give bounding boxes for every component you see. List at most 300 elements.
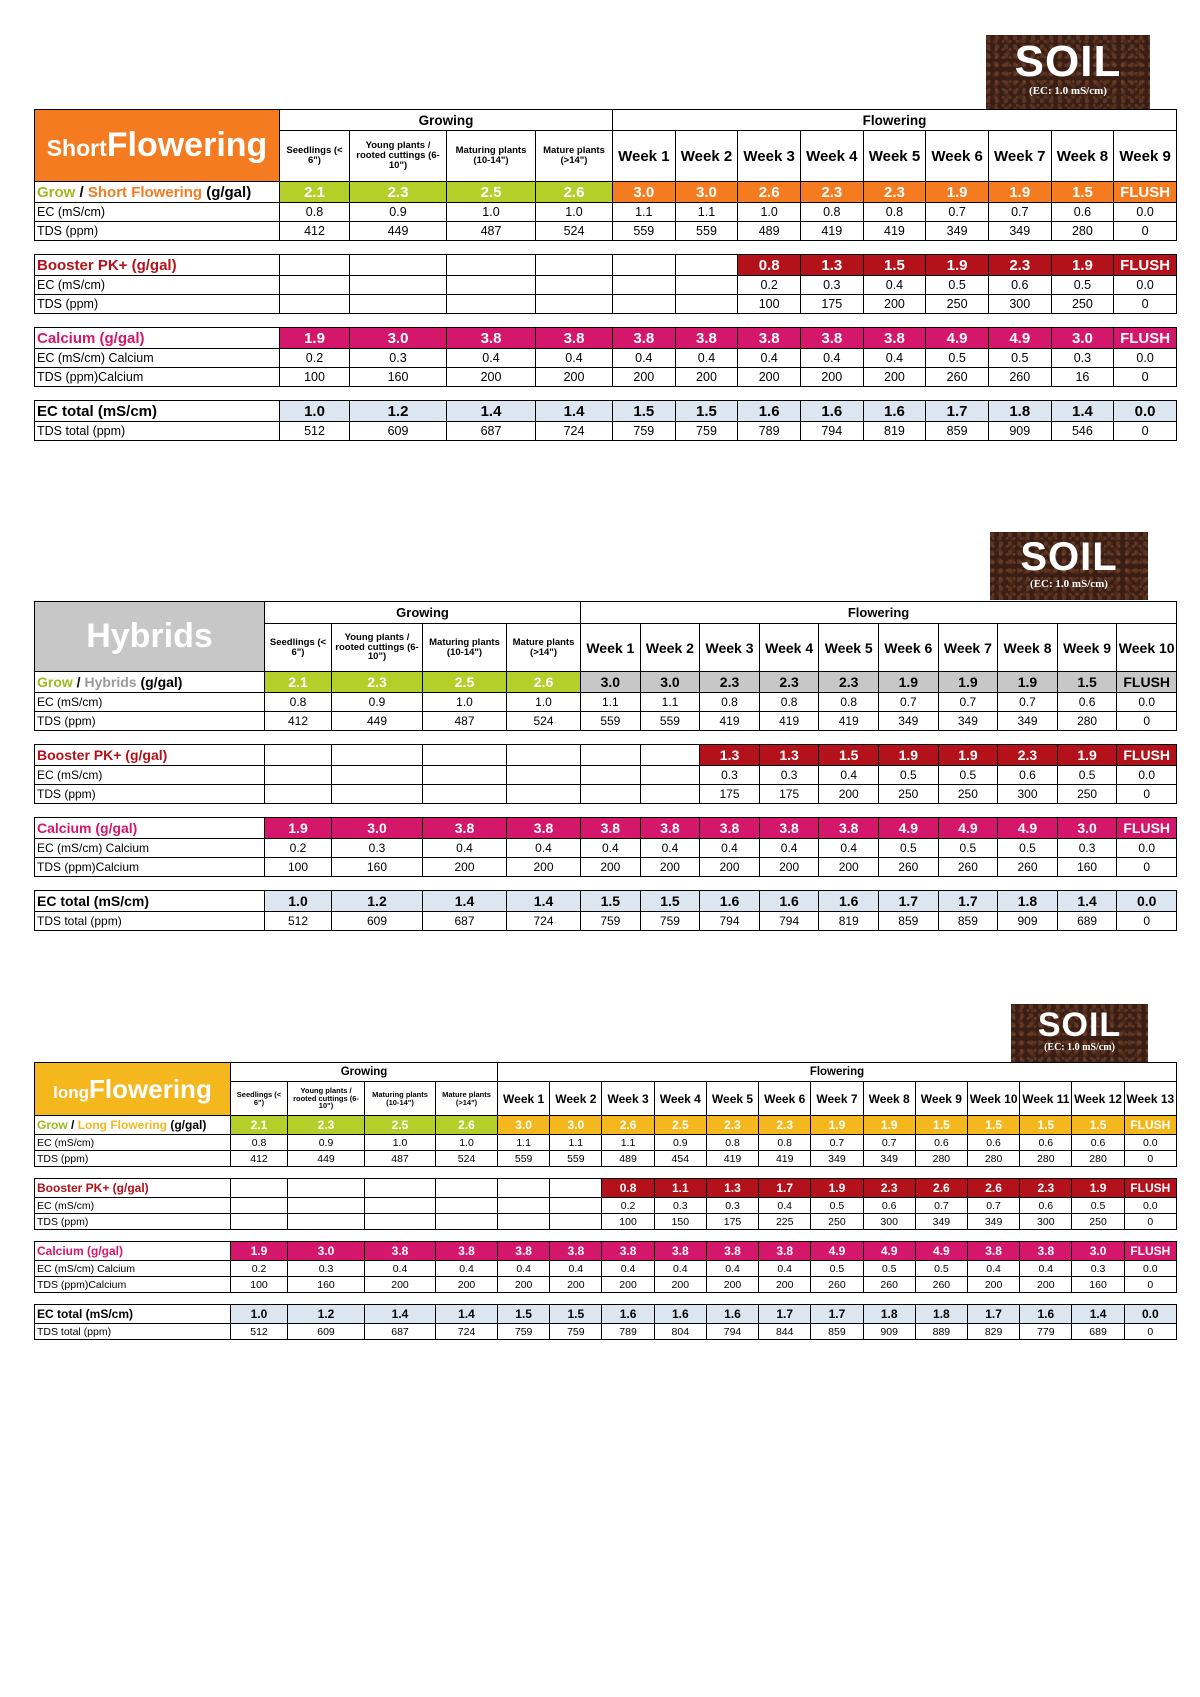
- table-cell: 0.4: [436, 1261, 498, 1277]
- table-cell: [436, 1214, 498, 1230]
- row-label: [35, 295, 280, 314]
- table-cell: 0.5: [863, 1261, 915, 1277]
- table-cell: 250: [1072, 1214, 1124, 1230]
- table-cell: 779: [1020, 1324, 1072, 1340]
- table-cell: 200: [863, 368, 926, 387]
- table-cell: [675, 276, 738, 295]
- table-cell: 0: [1117, 785, 1177, 804]
- table-cell: 859: [811, 1324, 863, 1340]
- week-header: Week 7: [988, 131, 1051, 182]
- table-cell: 0.0: [1124, 1305, 1176, 1324]
- table-cell: 1.9: [998, 672, 1058, 693]
- table-cell: 829: [967, 1324, 1019, 1340]
- row-label-text: EC (mS/cm): [37, 278, 106, 292]
- table-cell: 2.3: [759, 1116, 811, 1135]
- table-cell: 0.4: [863, 349, 926, 368]
- table-cell: 0.0: [1117, 891, 1177, 912]
- table-cell: 3.8: [967, 1242, 1019, 1261]
- table-cell: 200: [759, 1277, 811, 1293]
- table-cell: [350, 295, 447, 314]
- soil-badge-word: SOIL: [1037, 1006, 1122, 1044]
- table-cell: 1.4: [1057, 891, 1117, 912]
- table-cell: 1.0: [507, 693, 581, 712]
- table-cell: 1.9: [938, 745, 998, 766]
- table-cell: [640, 785, 700, 804]
- table-cell: 0.8: [265, 693, 332, 712]
- table-cell: 559: [550, 1151, 602, 1167]
- table-cell: 3.8: [550, 1242, 602, 1261]
- table-cell: 150: [654, 1214, 706, 1230]
- booster-ec-row: [35, 276, 1177, 295]
- table-cell: 0.9: [654, 1135, 706, 1151]
- booster-row: [35, 1179, 1177, 1198]
- row-label: [35, 1261, 231, 1277]
- table-cell: [498, 1214, 550, 1230]
- table-cell: 0.4: [602, 1261, 654, 1277]
- table-cell: 0.0: [1114, 401, 1177, 422]
- stage-header: Young plants / rooted cuttings (6-10"): [332, 624, 423, 672]
- table-cell: 2.5: [423, 672, 507, 693]
- table-cell: 1.1: [581, 693, 641, 712]
- table-cell: [423, 766, 507, 785]
- row-label-text: EC total (mS/cm): [37, 402, 158, 420]
- week-header: Week 5: [819, 624, 879, 672]
- table-cell: 0.4: [613, 349, 676, 368]
- table-cell: 0.4: [819, 839, 879, 858]
- table-cell: 1.5: [550, 1305, 602, 1324]
- table-cell: 1.5: [819, 745, 879, 766]
- table-cell: 0: [1117, 712, 1177, 731]
- table-cell: [640, 766, 700, 785]
- spacer-row: [35, 1230, 1177, 1242]
- row-label-text: TDS (ppm): [37, 1152, 89, 1165]
- calcium-tds-row: [35, 368, 1177, 387]
- table-cell: 175: [700, 785, 760, 804]
- row-label: [35, 912, 265, 931]
- table-cell: 794: [759, 912, 819, 931]
- table-cell: 3.8: [365, 1242, 436, 1261]
- table-cell: 0.5: [988, 349, 1051, 368]
- week-header: Week 13: [1124, 1082, 1176, 1116]
- table-cell: 0.5: [938, 839, 998, 858]
- table-cell: 1.8: [988, 401, 1051, 422]
- table-cell: 0.9: [288, 1135, 365, 1151]
- table-cell: 100: [602, 1214, 654, 1230]
- table-cell: [231, 1198, 288, 1214]
- row-label-text: EC total (mS/cm): [37, 893, 150, 909]
- table-cell: 0.8: [602, 1179, 654, 1198]
- week-header: Week 6: [926, 131, 989, 182]
- table-cell: 2.6: [738, 182, 801, 203]
- table-cell: 100: [280, 368, 350, 387]
- ec-total-row: [35, 401, 1177, 422]
- table-cell: 0.7: [926, 203, 989, 222]
- soil-badge-sub: (EC: 1.0 mS/cm): [1029, 85, 1107, 97]
- table-cell: 1.5: [640, 891, 700, 912]
- table-cell: 449: [288, 1151, 365, 1167]
- row-label-text: Calcium (g/gal): [37, 820, 138, 836]
- table-cell: 3.0: [498, 1116, 550, 1135]
- table-cell: 349: [938, 712, 998, 731]
- week-header: Week 7: [811, 1082, 863, 1116]
- table-cell: 2.5: [365, 1116, 436, 1135]
- table-cell: 100: [265, 858, 332, 877]
- table-cell: 1.5: [1072, 1116, 1124, 1135]
- table-cell: FLUSH: [1124, 1116, 1176, 1135]
- stage-header: Young plants / rooted cuttings (6-10"): [288, 1082, 365, 1116]
- table-cell: 0.0: [1124, 1261, 1176, 1277]
- table-cell: 2.3: [863, 182, 926, 203]
- row-label-text: TDS total (ppm): [37, 1325, 112, 1338]
- table-cell: [550, 1214, 602, 1230]
- table-cell: 0.5: [811, 1261, 863, 1277]
- soil-badge-sub: (EC: 1.0 mS/cm): [1030, 578, 1108, 590]
- table-cell: 2.3: [700, 672, 760, 693]
- table-cell: 1.6: [700, 891, 760, 912]
- table-cell: 175: [706, 1214, 758, 1230]
- spacer-row: [35, 387, 1177, 401]
- table-cell: 689: [1057, 912, 1117, 931]
- table-cell: 3.0: [640, 672, 700, 693]
- table-cell: 0.7: [998, 693, 1058, 712]
- table-cell: 1.4: [447, 401, 536, 422]
- table-cell: 0.9: [350, 203, 447, 222]
- booster-row: [35, 255, 1177, 276]
- row-label-text: TDS (ppm): [37, 787, 96, 801]
- table-cell: 0.3: [700, 766, 760, 785]
- table-cell: 1.1: [675, 203, 738, 222]
- soil-badge: [986, 35, 1150, 109]
- table-cell: 250: [811, 1214, 863, 1230]
- row-label: [35, 785, 265, 804]
- row-label-text: Booster PK+ (g/gal): [37, 1181, 149, 1195]
- table-cell: 0: [1114, 422, 1177, 441]
- table-cell: 280: [1020, 1151, 1072, 1167]
- table-cell: 0.4: [675, 349, 738, 368]
- table-cell: 0: [1114, 222, 1177, 241]
- table-cell: 419: [759, 1151, 811, 1167]
- table-cell: [280, 255, 350, 276]
- table-cell: 0.3: [706, 1198, 758, 1214]
- table-cell: 0.8: [759, 693, 819, 712]
- table-cell: 2.3: [863, 1179, 915, 1198]
- table-cell: 2.1: [231, 1116, 288, 1135]
- table-cell: 250: [879, 785, 939, 804]
- table-cell: 487: [447, 222, 536, 241]
- table-header-row: [35, 110, 1177, 131]
- table-cell: 1.5: [613, 401, 676, 422]
- table-cell: 1.7: [967, 1305, 1019, 1324]
- table-cell: 1.9: [926, 182, 989, 203]
- table-cell: 909: [863, 1324, 915, 1340]
- table-cell: FLUSH: [1114, 182, 1177, 203]
- table-cell: 1.7: [759, 1305, 811, 1324]
- table-cell: 0.5: [1057, 766, 1117, 785]
- table-cell: 4.9: [988, 328, 1051, 349]
- row-label: [35, 401, 280, 422]
- table-cell: 0.4: [738, 349, 801, 368]
- table-cell: [507, 745, 581, 766]
- table-cell: 0.0: [1124, 1198, 1176, 1214]
- table-cell: 0.5: [915, 1261, 967, 1277]
- table-cell: 4.9: [811, 1242, 863, 1261]
- table-cell: 0.8: [700, 693, 760, 712]
- table-cell: 0.2: [280, 349, 350, 368]
- table-cell: 3.0: [1051, 328, 1114, 349]
- table-cell: 512: [280, 422, 350, 441]
- week-header: Week 8: [1051, 131, 1114, 182]
- grow-label: Grow / Long Flowering (g/gal): [37, 1118, 207, 1132]
- table-cell: 1.9: [863, 1116, 915, 1135]
- grow-label: Grow / Hybrids (g/gal): [37, 674, 183, 690]
- table-cell: 3.8: [863, 328, 926, 349]
- table-cell: 200: [700, 858, 760, 877]
- table-cell: 3.8: [654, 1242, 706, 1261]
- table-cell: 0.4: [759, 1261, 811, 1277]
- table-cell: 0.6: [998, 766, 1058, 785]
- table-cell: 1.5: [1057, 672, 1117, 693]
- table-cell: 1.0: [365, 1135, 436, 1151]
- table-cell: 3.8: [447, 328, 536, 349]
- table-cell: 3.0: [332, 818, 423, 839]
- table-cell: 3.8: [1020, 1242, 1072, 1261]
- table-cell: 0.0: [1117, 766, 1177, 785]
- table-cell: 0.5: [1051, 276, 1114, 295]
- calcium-row: [35, 328, 1177, 349]
- table-cell: 0.4: [967, 1261, 1019, 1277]
- table-cell: 0.2: [738, 276, 801, 295]
- table-cell: 280: [1057, 712, 1117, 731]
- table-cell: 4.9: [879, 818, 939, 839]
- week-header: Week 2: [640, 624, 700, 672]
- table-cell: 1.5: [915, 1116, 967, 1135]
- row-label: [35, 839, 265, 858]
- row-label: [35, 255, 280, 276]
- table-cell: [265, 745, 332, 766]
- table-cell: 0.2: [265, 839, 332, 858]
- table-cell: 3.8: [602, 1242, 654, 1261]
- table-cell: [365, 1198, 436, 1214]
- table-cell: 160: [1072, 1277, 1124, 1293]
- stage-header: Young plants / rooted cuttings (6-10"): [350, 131, 447, 182]
- table-cell: 794: [706, 1324, 758, 1340]
- table-cell: 0.4: [423, 839, 507, 858]
- table-cell: 0.7: [915, 1198, 967, 1214]
- table-cell: 1.7: [938, 891, 998, 912]
- week-header: Week 2: [550, 1082, 602, 1116]
- row-label: [35, 1151, 231, 1167]
- table-cell: 1.6: [863, 401, 926, 422]
- table-cell: 200: [967, 1277, 1019, 1293]
- table-cell: 3.0: [581, 672, 641, 693]
- table-cell: 3.8: [498, 1242, 550, 1261]
- table-cell: 0.0: [1117, 693, 1177, 712]
- table-cell: 2.3: [819, 672, 879, 693]
- table-cell: 609: [350, 422, 447, 441]
- table-cell: 16: [1051, 368, 1114, 387]
- table-cell: [640, 745, 700, 766]
- table-cell: [613, 295, 676, 314]
- table-cell: 687: [423, 912, 507, 931]
- week-header: Week 4: [654, 1082, 706, 1116]
- table-title-big: Flowering: [106, 126, 268, 164]
- week-header: Week 9: [915, 1082, 967, 1116]
- table-cell: 759: [675, 422, 738, 441]
- table-cell: 0.2: [602, 1198, 654, 1214]
- table-cell: 0.0: [1114, 349, 1177, 368]
- row-label-text: EC total (mS/cm): [37, 1307, 134, 1321]
- table-cell: 260: [998, 858, 1058, 877]
- table-cell: 2.3: [800, 182, 863, 203]
- table-cell: 1.9: [1051, 255, 1114, 276]
- table-cell: 789: [738, 422, 801, 441]
- table-cell: 3.8: [700, 818, 760, 839]
- growing-header: Growing: [265, 602, 581, 624]
- table-cell: 2.3: [1020, 1179, 1072, 1198]
- table-cell: 1.6: [654, 1305, 706, 1324]
- table-cell: [507, 766, 581, 785]
- table-cell: 260: [863, 1277, 915, 1293]
- table-cell: 100: [738, 295, 801, 314]
- table-header-row: [35, 1063, 1177, 1082]
- table-cell: [288, 1214, 365, 1230]
- table-cell: 0.5: [926, 276, 989, 295]
- table-cell: 412: [265, 712, 332, 731]
- table-cell: 2.3: [332, 672, 423, 693]
- table-cell: [350, 255, 447, 276]
- table-cell: 200: [498, 1277, 550, 1293]
- week-header: Week 10: [1117, 624, 1177, 672]
- table-cell: [507, 785, 581, 804]
- table-cell: 1.0: [265, 891, 332, 912]
- table-cell: 1.9: [988, 182, 1051, 203]
- table-cell: 0.4: [654, 1261, 706, 1277]
- table-cell: 3.8: [507, 818, 581, 839]
- table-cell: 0.4: [365, 1261, 436, 1277]
- table-cell: 2.3: [350, 182, 447, 203]
- table-header-row: [35, 602, 1177, 624]
- table-cell: 859: [938, 912, 998, 931]
- table-cell: 2.6: [507, 672, 581, 693]
- table-cell: 0.4: [706, 1261, 758, 1277]
- table-cell: 200: [423, 858, 507, 877]
- table-cell: 4.9: [863, 1242, 915, 1261]
- table-cell: 1.3: [800, 255, 863, 276]
- table-cell: 0.7: [967, 1198, 1019, 1214]
- table-cell: 2.5: [654, 1116, 706, 1135]
- table-cell: 200: [602, 1277, 654, 1293]
- feed-tds-row: [35, 712, 1177, 731]
- table-cell: 489: [738, 222, 801, 241]
- table-cell: 200: [640, 858, 700, 877]
- table-cell: 844: [759, 1324, 811, 1340]
- table-cell: 0.7: [938, 693, 998, 712]
- table-cell: FLUSH: [1124, 1242, 1176, 1261]
- table-cell: 1.8: [998, 891, 1058, 912]
- table-cell: 2.6: [915, 1179, 967, 1198]
- table-cell: 449: [332, 712, 423, 731]
- stage-header: Seedlings (< 6"): [231, 1082, 288, 1116]
- table-cell: [332, 766, 423, 785]
- table-cell: 0: [1124, 1277, 1176, 1293]
- table-cell: 260: [938, 858, 998, 877]
- feed-row: [35, 1116, 1177, 1135]
- row-label: [35, 858, 265, 877]
- week-header: Week 4: [800, 131, 863, 182]
- row-label-text: EC (mS/cm): [37, 768, 103, 782]
- table-cell: [288, 1179, 365, 1198]
- table-cell: 250: [1051, 295, 1114, 314]
- table-cell: 1.0: [231, 1305, 288, 1324]
- table-cell: 1.8: [863, 1305, 915, 1324]
- table-cell: 349: [988, 222, 1051, 241]
- row-label: [35, 1324, 231, 1340]
- table-title: [35, 602, 265, 672]
- booster-ec-row: [35, 1198, 1177, 1214]
- table-cell: 200: [613, 368, 676, 387]
- table-cell: 689: [1072, 1324, 1124, 1340]
- table-cell: 559: [613, 222, 676, 241]
- table-cell: [436, 1198, 498, 1214]
- table-cell: 100: [231, 1277, 288, 1293]
- table-title-small: long: [53, 1082, 90, 1102]
- table-cell: 200: [819, 785, 879, 804]
- table-cell: 524: [507, 712, 581, 731]
- table-cell: 0.7: [988, 203, 1051, 222]
- feed-row: [35, 182, 1177, 203]
- table-cell: 0.4: [550, 1261, 602, 1277]
- table-title-small: Short: [46, 135, 107, 161]
- table-cell: 789: [602, 1324, 654, 1340]
- table-cell: [365, 1214, 436, 1230]
- row-label: [35, 818, 265, 839]
- table-cell: 724: [507, 912, 581, 931]
- table-cell: [581, 745, 641, 766]
- table-cell: 1.6: [759, 891, 819, 912]
- feeding-table-short: [34, 109, 1177, 441]
- table-cell: 1.6: [1020, 1305, 1072, 1324]
- row-label: [35, 1242, 231, 1261]
- table-cell: [536, 295, 613, 314]
- row-label: [35, 1305, 231, 1324]
- table-cell: 0.9: [332, 693, 423, 712]
- row-label-text: TDS (ppm): [37, 714, 96, 728]
- table-cell: 300: [863, 1214, 915, 1230]
- table-cell: 609: [288, 1324, 365, 1340]
- row-label: [35, 693, 265, 712]
- table-cell: [265, 766, 332, 785]
- table-cell: 1.9: [1057, 745, 1117, 766]
- tds-total-row: [35, 422, 1177, 441]
- table-cell: 0.4: [447, 349, 536, 368]
- table-cell: 0.5: [926, 349, 989, 368]
- spacer-row: [35, 804, 1177, 818]
- table-cell: 794: [700, 912, 760, 931]
- week-header: Week 8: [863, 1082, 915, 1116]
- table-cell: 1.0: [536, 203, 613, 222]
- week-header: Week 8: [998, 624, 1058, 672]
- table-cell: 449: [350, 222, 447, 241]
- table-cell: FLUSH: [1114, 255, 1177, 276]
- stage-header: Maturing plants (10-14"): [365, 1082, 436, 1116]
- table-cell: 0.8: [280, 203, 350, 222]
- week-header: Week 9: [1114, 131, 1177, 182]
- booster-tds-row: [35, 295, 1177, 314]
- table-cell: 200: [759, 858, 819, 877]
- table-title: [35, 110, 280, 182]
- table-cell: 4.9: [938, 818, 998, 839]
- table-cell: 3.8: [423, 818, 507, 839]
